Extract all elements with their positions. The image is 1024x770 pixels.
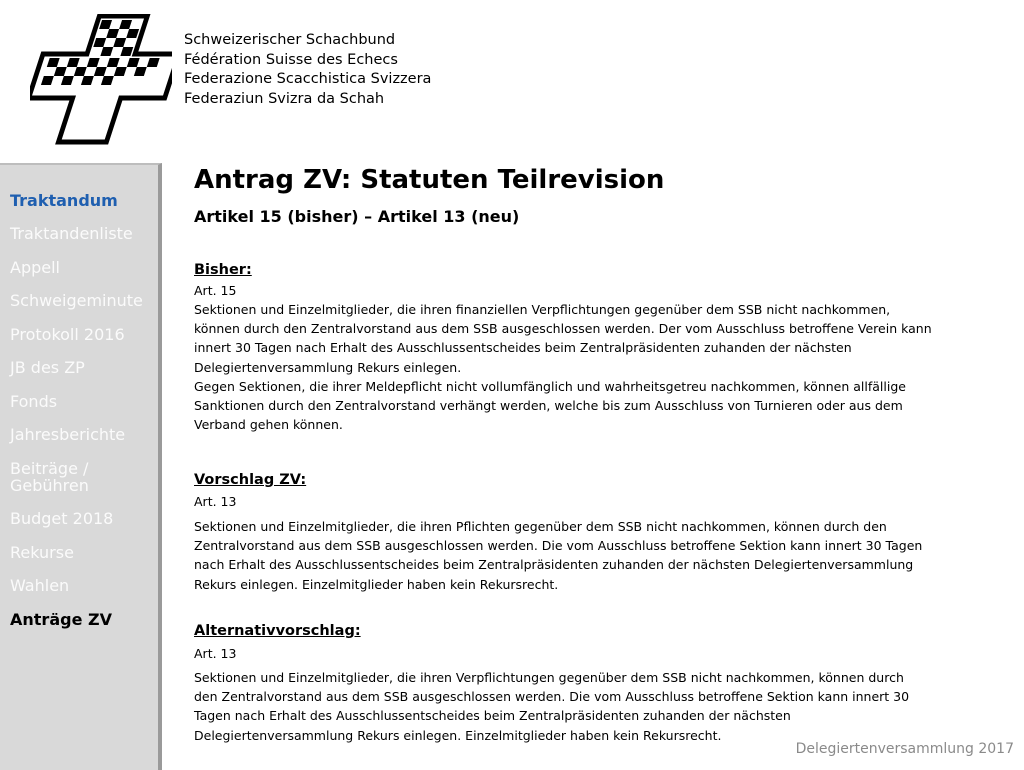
nav-item-traktandenliste[interactable]: Traktandenliste <box>10 224 133 243</box>
organization-names <box>184 31 431 109</box>
text-line: Verband gehen können. <box>194 417 343 433</box>
nav-item-traktandum[interactable]: Traktandum <box>10 191 118 210</box>
nav-item-beitraege[interactable]: Beiträge / <box>10 459 89 478</box>
section-heading-bisher: Bisher: <box>194 262 252 278</box>
paragraph-vorschlag <box>194 517 994 594</box>
section-heading-vorschlag: Vorschlag ZV: <box>194 472 307 488</box>
text-line: Gegen Sektionen, die ihrer Meldepflicht nicht vollumfänglich und wahrheitsgetreu nachkommen, können allfällige <box>194 378 906 394</box>
agenda-sidebar <box>0 163 162 770</box>
text-line: den Zentralvorstand aus dem SSB ausgeschlossen werden. Die vom Ausschluss betroffene Sektion kann innert 30 <box>194 689 910 705</box>
text-line: Tagen nach Erhalt des Ausschlussentscheides beim Zentralpräsidenten zuhanden der nächsten <box>194 708 791 724</box>
org-name-fr: Fédération Suisse des Echecs <box>184 51 398 68</box>
paragraph-alternativ <box>194 668 994 745</box>
text-line: Sektionen und Einzelmitglieder, die ihren Verpflichtungen gegenüber dem SSB nicht nachkommen, können durch <box>194 670 904 685</box>
article-number-bisher: Art. 15 <box>194 283 237 298</box>
text-line: nach Erhalt des Ausschlussentscheides beim Zentralpräsidenten zuhanden der nächsten Delegiertenversammlung <box>194 557 914 573</box>
nav-item-jb-des-zp[interactable]: JB des ZP <box>10 358 85 377</box>
text-line: Rekurs einlegen. Einzelmitglieder haben kein Rekursrecht. <box>194 576 559 592</box>
nav-item-appell[interactable]: Appell <box>10 258 60 277</box>
nav-item-antraege-zv[interactable]: Anträge ZV <box>10 610 112 629</box>
text-line: können durch den Zentralvorstand aus dem SSB ausgeschlossen werden. Der vom Ausschluss betroffene Verein kann <box>194 321 932 337</box>
nav-item-budget[interactable]: Budget 2018 <box>10 509 114 528</box>
text-line: Sektionen und Einzelmitglieder, die ihren finanziellen Verpflichtungen gegenüber dem SSB nicht nachkommen, <box>194 302 891 317</box>
swiss-chess-cross-logo-icon <box>30 14 172 146</box>
org-name-rm: Federaziun Svizra da Schah <box>184 90 385 107</box>
org-name-de: Schweizerischer Schachbund <box>184 32 396 48</box>
nav-item-gebuehren[interactable]: Gebühren <box>10 476 89 495</box>
text-line: Delegiertenversammlung Rekurs einlegen. Einzelmitglieder haben kein Rekursrecht. <box>194 727 722 743</box>
article-number-vorschlag: Art. 13 <box>194 494 237 509</box>
nav-item-fonds[interactable]: Fonds <box>10 392 58 411</box>
org-name-it: Federazione Scacchistica Svizzera <box>184 71 432 87</box>
text-line: Sanktionen durch den Zentralvorstand verhängt werden, welche bis zum Ausschluss von Turnieren oder aus dem <box>194 398 903 414</box>
section-heading-alternativ: Alternativvorschlag: <box>194 623 361 639</box>
page-subtitle: Artikel 15 (bisher) – Artikel 13 (neu) <box>194 207 520 226</box>
nav-item-schweigeminute[interactable]: Schweigeminute <box>10 291 143 310</box>
page-title: Antrag ZV: Statuten Teilrevision <box>194 165 665 195</box>
text-line: Delegiertenversammlung Rekurs einlegen. <box>194 359 462 375</box>
nav-item-wahlen[interactable]: Wahlen <box>10 576 70 595</box>
article-number-alternativ: Art. 13 <box>194 646 237 661</box>
footer-event-label: Delegiertenversammlung 2017 <box>795 741 1014 757</box>
paragraph-bisher <box>194 300 994 434</box>
text-line: Sektionen und Einzelmitglieder, die ihren Pflichten gegenüber dem SSB nicht nachkommen, können durch den <box>194 519 887 534</box>
text-line: Zentralvorstand aus dem SSB ausgeschlossen werden. Die vom Ausschluss betroffene Sektion kann innert 30 Tagen <box>194 538 923 554</box>
nav-item-protokoll[interactable]: Protokoll 2016 <box>10 325 125 344</box>
nav-item-rekurse[interactable]: Rekurse <box>10 543 74 562</box>
nav-item-jahresberichte[interactable]: Jahresberichte <box>10 425 126 444</box>
text-line: innert 30 Tagen nach Erhalt des Ausschlussentscheides beim Zentralpräsidenten zuhanden der nächsten <box>194 340 852 356</box>
